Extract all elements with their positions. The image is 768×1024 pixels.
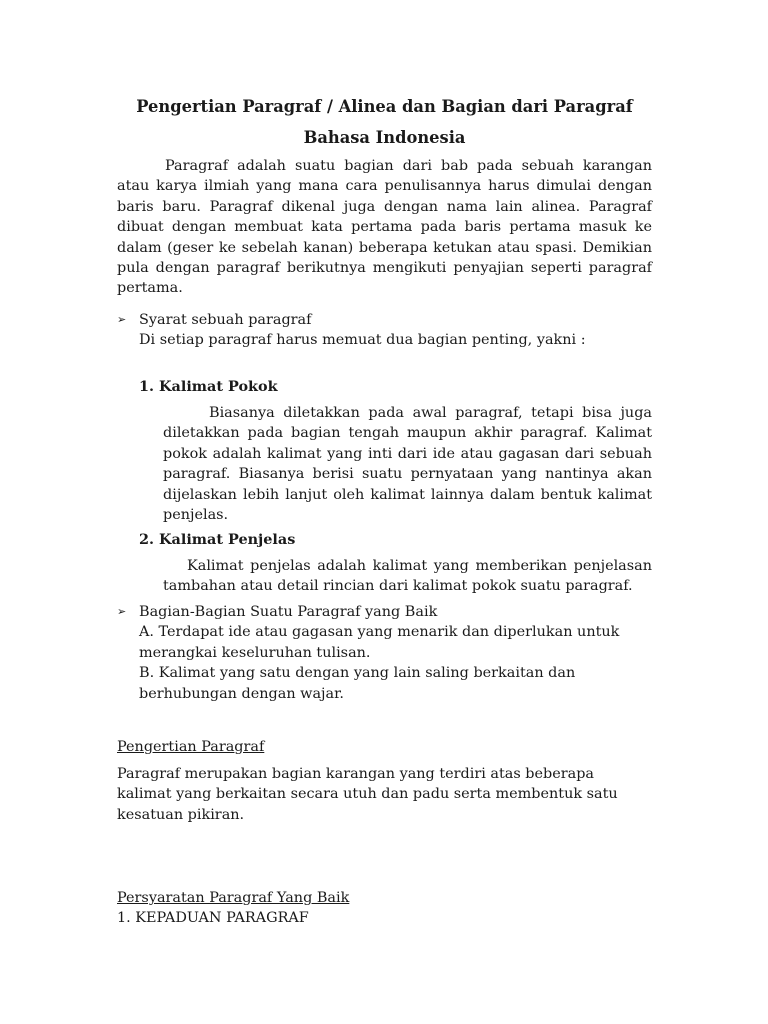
bullet-syarat-text: Di setiap paragraf harus memuat dua bagian penting, yakni : — [139, 332, 586, 349]
bullet-bagian-item-a: A. Terdapat ide atau gagasan yang menarik dan diperlukan untuk merangkai keseluruhan tulisan. — [139, 624, 620, 661]
bullet-bagian — [117, 602, 652, 704]
title-line-1: Pengertian Paragraf / Alinea dan Bagian dari Paragraf — [136, 97, 633, 116]
paragraph-kalimat-penjelas: Kalimat penjelas adalah kalimat yang memberikan penjelasan tambahan atau detail rincian dari kalimat pokok suatu paragraf. — [163, 558, 652, 595]
persyaratan-item-1: 1. KEPADUAN PARAGRAF — [117, 910, 309, 926]
intro-paragraph: Paragraf adalah suatu bagian dari bab pada sebuah karangan atau karya ilmiah yang mana cara penulisannya harus dimulai dengan baris baru. Paragraf dikenal juga dengan nama lain alinea. Paragraf dibuat dengan membuat kata pertama pada baris pertama masuk ke dalam (geser ke sebelah kanan) beberapa ketukan atau spasi. Demikian pula dengan paragraf berikutnya mengikuti penyajian seperti paragraf pertama. — [117, 158, 652, 297]
heading-kalimat-penjelas: 2. Kalimat Penjelas — [139, 531, 296, 548]
heading-kalimat-pokok: 1. Kalimat Pokok — [139, 378, 278, 395]
arrow-bullet-icon: ➢ — [117, 605, 127, 618]
arrow-bullet-icon: ➢ — [117, 313, 127, 326]
heading-pengertian-paragraf: Pengertian Paragraf — [117, 739, 265, 755]
bullet-bagian-title: Bagian-Bagian Suatu Paragraf yang Baik — [139, 604, 438, 620]
bullet-syarat-title: Syarat sebuah paragraf — [139, 312, 312, 328]
heading-persyaratan-paragraf: Persyaratan Paragraf Yang Baik — [117, 890, 350, 906]
title-line-2: Bahasa Indonesia — [303, 128, 466, 147]
paragraph-pengertian: Paragraf merupakan bagian karangan yang terdiri atas beberapa kalimat yang berkaitan secara utuh dan padu serta membentuk satu kesatuan pikiran. — [117, 766, 618, 823]
bullet-syarat — [117, 310, 652, 351]
bullet-bagian-item-b: B. Kalimat yang satu dengan yang lain saling berkaitan dan berhubungan dengan wajar. — [139, 665, 576, 702]
paragraph-kalimat-pokok: Biasanya diletakkan pada awal paragraf, tetapi bisa juga diletakkan pada bagian tengah maupun akhir paragraf. Kalimat pokok adalah kalimat yang inti dari ide atau gagasan dari sebuah paragraf. Biasanya berisi suatu pernyataan yang nantinya akan dijelaskan lebih lanjut oleh kalimat lainnya dalam bentuk kalimat penjelas. — [163, 405, 652, 524]
